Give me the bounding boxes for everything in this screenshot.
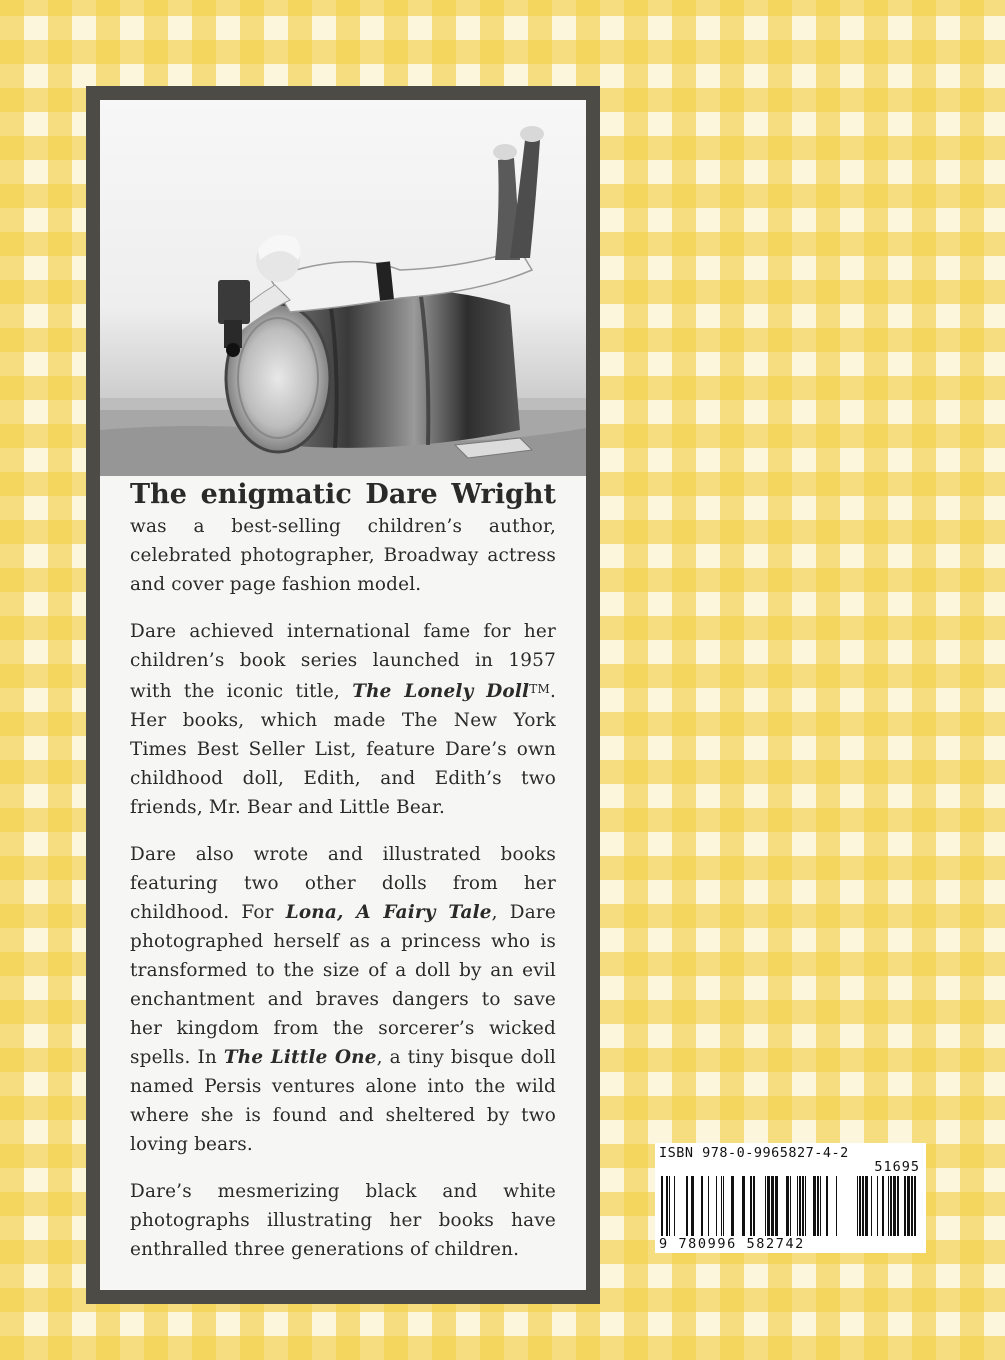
barcode-bar [865,1176,868,1236]
barcode-bar [775,1176,778,1236]
bio-paragraph-4: Dare’s mesmerizing black and white photographs illustrating her books have enthralled three generations of children. [130,1181,556,1260]
barcode-bar [836,1176,837,1236]
barcode-bar [904,1176,906,1236]
barcode-bar [882,1176,884,1236]
barcode-bar [731,1176,734,1236]
isbn-barcode [655,1143,926,1253]
author-photo [100,100,586,476]
bio-paragraph-3: Dare also wrote and illustrated books featuring two other dolls from her childhood. For Lona, A Fairy Tale, Dare photographed herself as a princess who is transformed to the size of a doll by an evil enchantment and braves dangers to save her kingdom from the sorcerer’s wicked spells. In The Little One, a tiny bisque doll named Persis ventures alone into the wild where she is found and sheltered by two loving bears. [130,844,556,1155]
barcode-bar [826,1176,828,1236]
barcode-bar [790,1176,791,1236]
barcode-bar [708,1176,709,1236]
barcode-bar [691,1176,694,1236]
barcode-bar [686,1176,688,1236]
barcode-bar [723,1176,724,1236]
barcode-bars [659,1176,922,1236]
barcode-bar [871,1176,872,1236]
barcode-bar [799,1176,801,1236]
barcode-bar [817,1176,819,1236]
bio-lead-heading: The enigmatic Dare Wright [130,479,556,510]
book-title-little-one: The Little One [223,1047,377,1068]
barcode-bar [765,1176,766,1236]
barcode-bar [897,1176,899,1236]
barcode-bar [753,1176,755,1236]
barcode-bar [666,1176,668,1236]
author-bio [130,480,556,1282]
barcode-bar [786,1176,789,1236]
barcode-bar [914,1176,916,1236]
barcode-bar [742,1176,745,1236]
author-photo-illustration [100,100,586,476]
barcode-bar [862,1176,864,1236]
barcode-bar [859,1176,861,1236]
barcode-bar [802,1176,804,1236]
isbn-text: ISBN 978-0-9965827-4-2 [659,1145,849,1161]
barcode-digits: 9 780996 582742 [659,1236,805,1252]
barcode-bar [767,1176,770,1236]
barcode-bar [857,1176,858,1236]
barcode-bar [797,1176,798,1236]
barcode-bar [813,1176,816,1236]
barcode-bar [888,1176,889,1236]
barcode-bar [893,1176,896,1236]
bio-paragraph-1: The enigmatic Dare Wright was a best-selling children’s author, celebrated photographer, Broadway actress and cover page fashion model. [130,479,556,595]
trademark-symbol: TM [529,682,550,696]
barcode-bar [716,1176,717,1236]
barcode-bar [771,1176,774,1236]
barcode-bar [907,1176,910,1236]
book-title-lona: Lona, A Fairy Tale [285,902,492,923]
barcode-bar [721,1176,722,1236]
barcode-bar [669,1176,670,1236]
book-title-lonely-doll: The Lonely Doll [352,681,530,702]
barcode-bar [890,1176,892,1236]
barcode-bar [661,1176,663,1236]
price-addon-code: 51695 [874,1159,920,1175]
bio-paragraph-2: Dare achieved international fame for her children’s book series launched in 1957 with the iconic title, The Lonely Doll™. Her books, which made The New York Times Best Seller List, feature Dare’s own childhood doll, Edith, and Edith’s two friends, Mr. Bear and Little Bear. [130,621,556,818]
barcode-bar [877,1176,878,1236]
barcode-bar [820,1176,821,1236]
back-cover-panel [86,86,600,1304]
barcode-bar [750,1176,752,1236]
barcode-bar [805,1176,806,1236]
barcode-bar [911,1176,913,1236]
barcode-bar [674,1176,675,1236]
barcode-bar [701,1176,703,1236]
